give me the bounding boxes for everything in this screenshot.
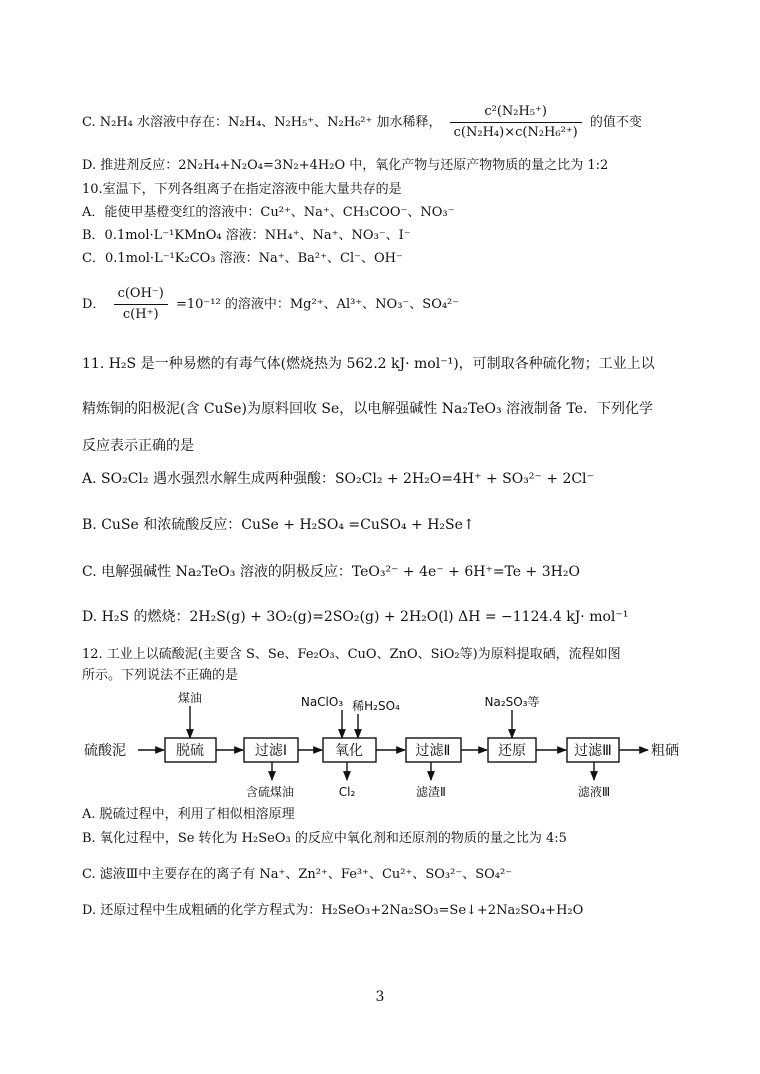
q12-flow-diagram (0, 684, 760, 804)
flow-output-sulfur-kerosene: 含硫煤油 (245, 785, 295, 799)
q10-option-b: B．0.1mol·L⁻¹KMnO₄ 溶液：NH₄⁺、Na⁺、NO₃⁻、I⁻ (82, 228, 411, 243)
q9-option-c-fraction (450, 103, 582, 142)
flow-input-na2so3: Na₂SO₃等 (484, 695, 540, 709)
q11-option-b: B. CuSe 和浓硫酸反应：CuSe + H₂SO₄ =CuSO₄ + H₂Se↑ (82, 517, 475, 533)
q12-option-c: C. 滤液Ⅲ中主要存在的离子有 Na⁺、Zn²⁺、Fe³⁺、Cu²⁺、SO₃²⁻、SO₄²⁻ (82, 867, 513, 882)
q12-option-b: B. 氧化过程中，Se 转化为 H₂SeO₃ 的反应中氧化剂和还原剂的物质的量之比为 4:5 (82, 831, 567, 846)
flow-input-h2so4: 稀H₂SO₄ (352, 699, 400, 713)
flow-step-filter3: 过滤Ⅲ (574, 743, 612, 759)
q11-option-a: A. SO₂Cl₂ 遇水强烈水解生成两种强酸：SO₂Cl₂ + 2H₂O=4H⁺ + SO₃²⁻ + 2Cl⁻ (82, 471, 594, 487)
q10-option-d-denominator: c(H⁺) (122, 307, 159, 322)
flow-step-filter2: 过滤Ⅱ (415, 743, 451, 759)
q11-stem-line3: 反应表示正确的是 (82, 438, 194, 454)
page-number: 3 (375, 989, 385, 1005)
q9-option-c-numerator: c²(N₂H₅⁺) (450, 103, 582, 123)
q10-option-d (82, 285, 459, 324)
q10-option-d-label: D． (82, 297, 106, 312)
q12-option-a: A. 脱硫过程中，利用了相似相溶原理 (82, 807, 295, 822)
flow-start-label: 硫酸泥 (84, 743, 126, 759)
flow-output-cl2: Cl₂ (338, 785, 356, 799)
flow-step-desulfur: 脱硫 (176, 743, 204, 759)
flow-step-oxidize: 氧化 (335, 743, 363, 759)
q11-stem-line2: 精炼铜的阳极泥(含 CuSe)为原料回收 Se，以电解强碱性 Na₂TeO₃ 溶液制备 Te．下列化学 (82, 401, 654, 417)
flow-output-filtrate3: 滤液Ⅲ (577, 785, 611, 799)
q9-option-c (82, 103, 642, 142)
q10-option-d-fraction (114, 285, 168, 324)
flow-end-label: 粗硒 (651, 743, 679, 759)
q11-option-c: C. 电解强碱性 Na₂TeO₃ 溶液的阴极反应：TeO₃²⁻ + 4e⁻ + 6H⁺=Te + 3H₂O (82, 564, 580, 580)
q10-option-a: A．能使甲基橙变红的溶液中：Cu²⁺、Na⁺、CH₃COO⁻、NO₃⁻ (82, 205, 455, 220)
q9-option-c-denominator: c(N₂H₄)×c(N₂H₆²⁺) (453, 125, 578, 140)
q9-option-d: D. 推进剂反应：2N₂H₄+N₂O₄=3N₂+4H₂O 中，氧化产物与还原产物物质的量之比为 1:2 (82, 158, 609, 173)
q10-stem: 10.室温下，下列各组离子在指定溶液中能大量共存的是 (82, 182, 402, 197)
flow-step-reduce: 还原 (498, 743, 526, 759)
q12-stem-line1: 12. 工业上以硫酸泥(主要含 S、Se、Fe₂O₃、CuO、ZnO、SiO₂等)为原料提取硒，流程如图 (82, 647, 621, 662)
q10-option-c: C．0.1mol·L⁻¹K₂CO₃ 溶液：Na⁺、Ba²⁺、Cl⁻、OH⁻ (82, 251, 403, 266)
flow-input-naclo3: NaClO₃ (300, 695, 344, 709)
q11-option-d: D. H₂S 的燃烧：2H₂S(g) + 3O₂(g)=2SO₂(g) + 2H₂O(l) ΔH = −1124.4 kJ· mol⁻¹ (82, 609, 629, 625)
q12-stem-line2: 所示。下列说法不正确的是 (82, 668, 239, 683)
flow-input-kerosene: 煤油 (177, 691, 203, 705)
q11-stem-line1: 11. H₂S 是一种易燃的有毒气体(燃烧热为 562.2 kJ· mol⁻¹)，可制取各种硫化物；工业上以 (82, 356, 655, 372)
q10-option-d-numerator: c(OH⁻) (114, 285, 168, 305)
q12-option-d: D. 还原过程中生成粗硒的化学方程式为：H₂SeO₃+2Na₂SO₃=Se↓+2Na₂SO₄+H₂O (82, 903, 584, 918)
flow-step-filter1: 过滤Ⅰ (254, 743, 288, 759)
q9-option-c-text: C. N₂H₄ 水溶液中存在：N₂H₄、N₂H₅⁺、N₂H₆²⁺ 加水稀释， (82, 115, 442, 130)
flow-output-residue2: 滤渣Ⅱ (416, 785, 446, 799)
q10-option-d-tail: =10⁻¹² 的溶液中：Mg²⁺、Al³⁺、NO₃⁻、SO₄²⁻ (176, 297, 460, 312)
q9-option-c-tail: 的值不变 (589, 115, 642, 130)
